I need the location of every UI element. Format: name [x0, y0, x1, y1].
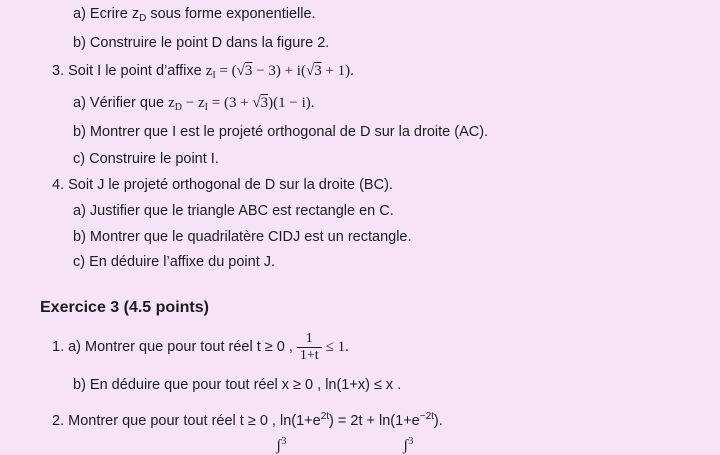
q3a-eq: = (3 + √	[207, 95, 261, 111]
q3-rad1: 3	[244, 63, 253, 79]
q2b-line	[73, 34, 329, 52]
q4a-text: a) Justifier que le triangle ABC est rectangle en C.	[73, 203, 394, 219]
e3-q1a-line	[52, 330, 349, 364]
q3a-sub1: D	[174, 102, 183, 113]
q3a-sub2: I	[204, 102, 208, 113]
fraction	[297, 331, 322, 364]
q4c-text: c) En déduire l’affixe du point J.	[73, 254, 276, 270]
e3-q2-text: 2. Montrer que pour tout réel t ≥ 0 , ln(1+e	[52, 413, 321, 429]
exercise-title: Exercice 3 (4.5 points)	[40, 299, 209, 316]
q2a-sub: D	[139, 13, 147, 24]
q3-mid: − 3) + i(√	[252, 63, 315, 79]
q4b-line	[73, 228, 412, 246]
q3b-line	[73, 123, 488, 141]
integral-bound: 3	[408, 436, 414, 447]
e3-q1b-line	[73, 376, 401, 394]
q3-end: + 1).	[321, 63, 354, 79]
q3a-rad: 3	[260, 95, 269, 111]
integral-fragment-1	[276, 436, 286, 455]
integral-bound: 3	[281, 436, 287, 447]
q3b-text: b) Montrer que I est le projeté orthogonal de D sur la droite (AC).	[73, 124, 489, 140]
q2a-tail: sous forme exponentielle.	[146, 6, 316, 22]
e3-q1a-end: ≤ 1.	[325, 339, 349, 355]
q4c-line	[73, 253, 275, 271]
e3-q2-line	[52, 408, 443, 430]
q4b-text: b) Montrer que le quadrilatère CIDJ est un rectangle.	[73, 229, 412, 245]
integral-fragment-2	[403, 436, 413, 455]
exercise-heading	[40, 299, 209, 317]
q3a-line	[73, 94, 315, 117]
fraction-denominator: 1+t	[297, 347, 322, 364]
e3-q1b-text: b) En déduire que pour tout réel x ≥ 0 , ln(1+x) ≤ x .	[73, 377, 402, 393]
q3-line	[52, 62, 354, 85]
q3-z: z	[205, 63, 213, 79]
q3-rad2: 3	[314, 63, 322, 79]
q3c-text: c) Construire le point I.	[73, 151, 219, 167]
q3a-minus: − z	[182, 95, 205, 111]
q4a-line	[73, 202, 394, 220]
q3-sub: I	[212, 70, 216, 81]
q3a-end: )(1 − i).	[268, 95, 315, 111]
q4-line	[52, 176, 393, 194]
integral-sign: ʃ	[276, 437, 282, 454]
q2b-text: b) Construire le point D dans la figure 2.	[73, 35, 330, 51]
q2a-line	[73, 5, 316, 28]
q3a-z1: z	[168, 95, 175, 111]
e3-q2-end: ).	[433, 413, 443, 429]
e3-q2-sup1: 2t	[320, 411, 330, 422]
fraction-numerator: 1	[305, 330, 313, 346]
q3-text: 3. Soit I le point d’affixe	[52, 63, 206, 79]
q3c-line	[73, 150, 219, 168]
e3-q1a-text: 1. a) Montrer que pour tout réel t ≥ 0 ,	[52, 339, 293, 355]
q3-eq: = (√	[215, 63, 245, 79]
q4-text: 4. Soit J le projeté orthogonal de D sur la droite (BC).	[52, 177, 393, 193]
e3-q2-sup2: −2t	[419, 411, 434, 422]
q2a-text: a) Ecrire z	[73, 6, 140, 22]
integral-sign: ʃ	[403, 437, 409, 454]
q3a-text: a) Vérifier que	[73, 95, 169, 111]
e3-q2-mid: ) = 2t + ln(1+e	[329, 413, 420, 429]
